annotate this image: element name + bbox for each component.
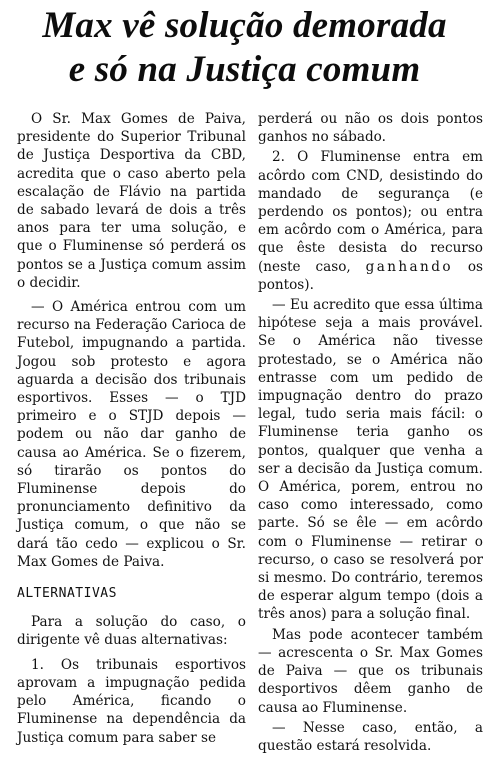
paragraph-possibility: Mas pode acontecer também — acrescenta o Sr. Max Gomes de Paiva — que os tribunais desportivos dêem ganho de causa ao Fluminense. <box>258 626 483 716</box>
paragraph-intro: O Sr. Max Gomes de Paiva, presidente do Superior Tribunal de Justiça Desportiva da CBD, acredita que o caso aberto pela escalação de Flávio na partida de sabado levará de dois a três anos para ter uma solução, e que o Fluminense só perderá os pontos se a Justiça comum assim o decidir. <box>17 111 246 291</box>
alt2-text-a: 2. O Fluminense entra em acôrdo com CND, desistindo do mandado de segurança (e perdendo os pontos); ou entra em acôrdo com o América, para que êste desista do recurso (neste caso, <box>258 149 483 275</box>
left-column <box>17 110 246 749</box>
subheading-alternativas: ALTERNATIVAS <box>17 586 117 602</box>
paragraph-quote: — O América entrou com um recurso na Federação Carioca de Futebol, impugnando a partida. Jogou sob protesto e agora aguarda a decisão dos tribunais esportivos. Esses — o TJD primeiro e o STJD depois — podem ou não dar ganho de causa ao América. Se o fizerem, só tirarão os pontos do Fluminense depois do pronunciamento definitivo da Justiça comum, o que não se dará tão cedo — explicou o Sr. Max Gomes de Paiva. <box>17 299 246 570</box>
paragraph-conclusion: — Nesse caso, então, a questão estará resolvida. <box>258 719 483 754</box>
headline-line-1: Max vê solução demorada <box>42 5 447 46</box>
alt2-text-b: os pontos). <box>258 258 483 293</box>
paragraph-alternative-1: 1. Os tribunais esportivos aprovam a impugnação pedida pelo América, ficando o Fluminense na dependência da Justiça comum para saber se <box>17 656 246 746</box>
paragraph-continued: perderá ou não os dois pontos ganhos no sábado. <box>258 111 483 146</box>
paragraph-alternatives-intro: Para a solução do caso, o dirigente vê duas alternativas: <box>17 614 246 649</box>
alt2-spaced-word: ganhando <box>365 258 453 275</box>
paragraph-opinion: — Eu acredito que essa última hipótese seja a mais provável. Se o América não tivesse protestado, se o América não entrasse com um pedido de impugnação dentro do prazo legal, tudo seria mais fácil: o Fluminense teria ganho os pontos, qualquer que venha a ser a decisão da Justiça comum. O América, porem, entrou no caso como interessado, como parte. Só se êle — em acôrdo com o Fluminense — retirar o recurso, o caso se resolverá por si mesmo. Do contrário, teremos de esperar algum tempo (dois a três anos) para a solução final. <box>258 297 483 623</box>
right-column <box>258 110 483 757</box>
paragraph-alternative-2 <box>258 148 483 294</box>
headline-line-2: e só na Justiça comum <box>68 49 421 90</box>
headline <box>0 4 489 92</box>
